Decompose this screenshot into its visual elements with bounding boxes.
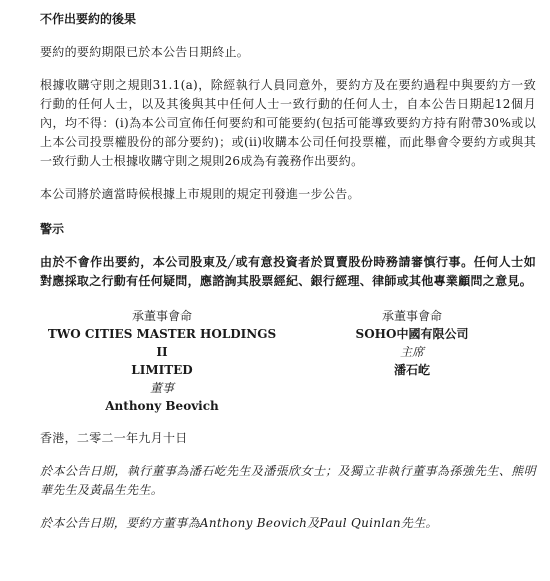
signatory-role: 主席 — [399, 345, 424, 359]
offeror-company-name-cont: LIMITED — [131, 363, 193, 377]
signature-block — [40, 307, 536, 415]
directors-note: 於本公告日期，執行董事為潘石屹先生及潘張欣女士；及獨立非執行董事為孫強先生、熊明華先生及黃晶生先生。 — [40, 464, 536, 497]
signatory-role: 董事 — [149, 381, 174, 395]
offeror-directors-note: 於本公告日期，要約方董事為Anthony Beovich及Paul Quinlan先生。 — [40, 516, 438, 530]
signatory-name: 潘石屹 — [393, 363, 430, 377]
offer-period-paragraph: 要約的要約期限已於本公告日期終止。 — [40, 45, 250, 59]
further-announcement-paragraph: 本公司將於適當時候根據上市規則的規定刊發進一步公告。 — [40, 187, 360, 201]
signature-offeror — [42, 307, 282, 415]
section-heading-consequences: 不作出要約的後果 — [40, 12, 137, 26]
by-order-label: 承董事會命 — [381, 309, 442, 323]
company-name: SOHO中國有限公司 — [355, 327, 469, 341]
by-order-label: 承董事會命 — [131, 309, 192, 323]
section-heading-warning: 警示 — [40, 222, 65, 236]
signatory-name: Anthony Beovich — [105, 399, 219, 413]
warning-paragraph: 由於不會作出要約，本公司股東及╱或有意投資者於買賣股份時務請審慎行事。任何人士如對應採取之行動有任何疑問，應諮詢其股票經紀、銀行經理、律師或其他專業顧問之意見。 — [40, 255, 536, 288]
date-place: 香港，二零二一年九月十日 — [40, 431, 188, 445]
offeror-company-name: TWO CITIES MASTER HOLDINGS II — [47, 327, 277, 359]
takeovers-code-paragraph: 根據收購守則之規則31.1(a)，除經執行人員同意外，要約方及在要約過程中與要約方一致行動的任何人士，以及其後與其中任何人士一致行動的任何人士，自本公告日期起12個月內，均不得：(i)為本公司宣佈任何要約和可能要約(包括可能導致要約方持有附帶30%或以上本公司投票權股份的部分要約)；或(ii)收購本公司任何投票權，而此舉會令要約方或與其一致行動人士根據收購守則之規則26成為有義務作出要約。 — [40, 78, 536, 168]
signature-company — [312, 307, 512, 415]
